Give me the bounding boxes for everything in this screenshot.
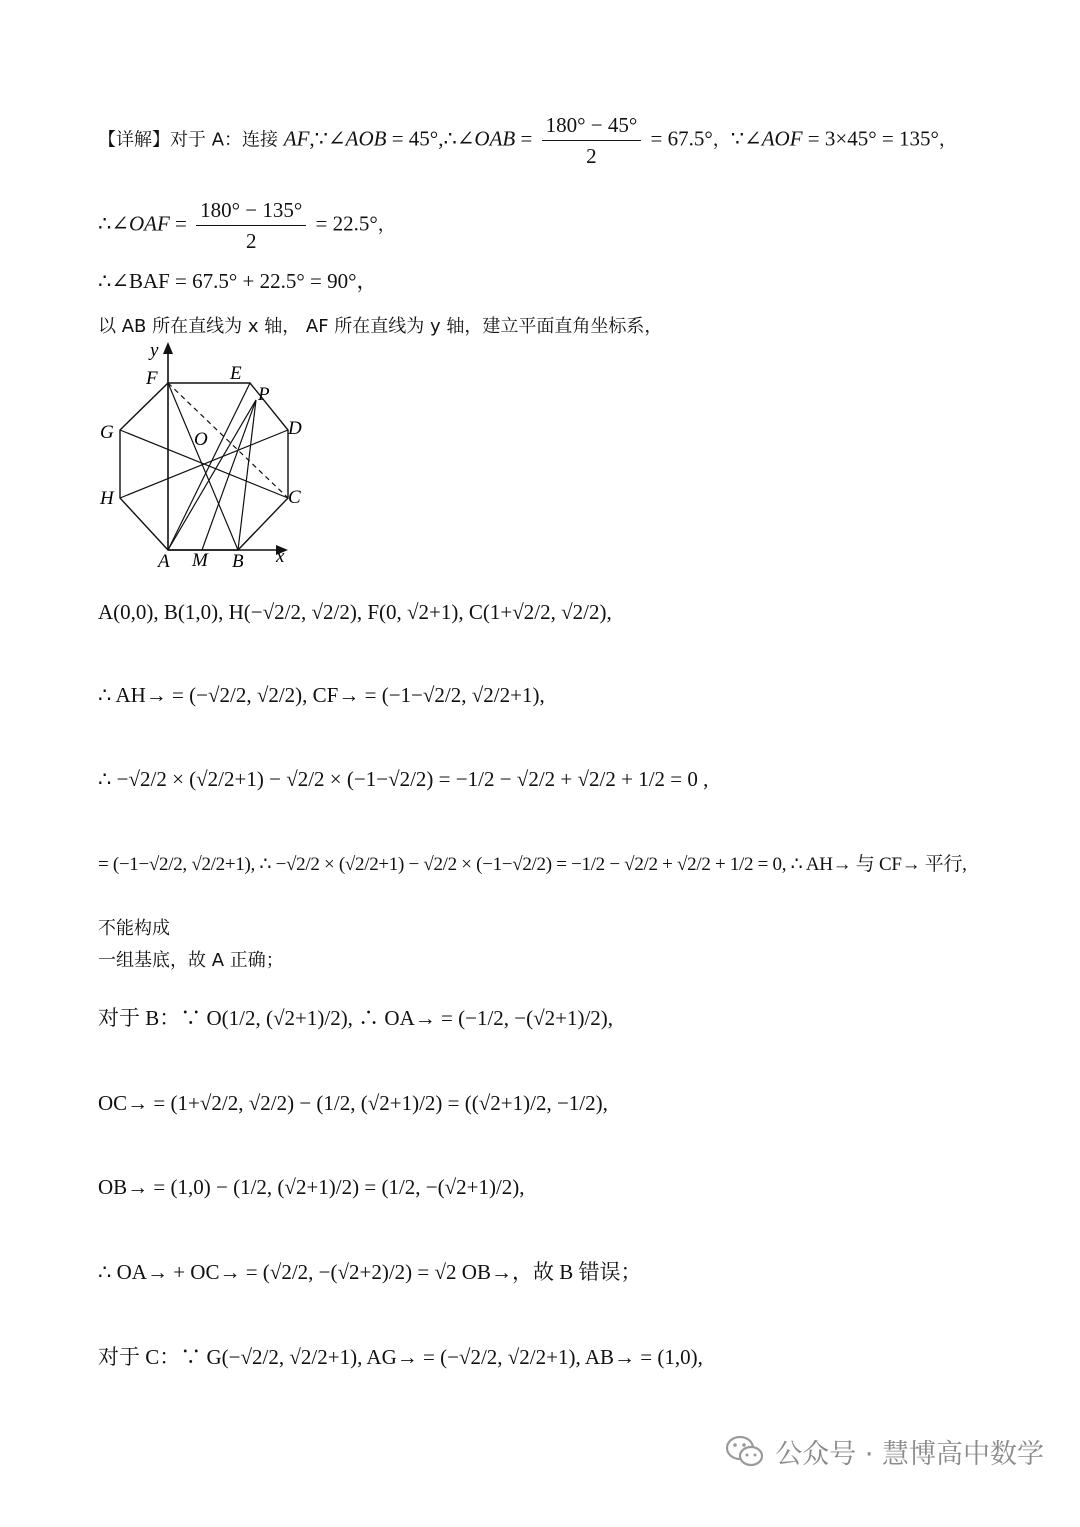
line-9: 不能构成 <box>98 918 170 939</box>
line-8: = (−1−√2/2, √2/2+1), ∴ −√2/2 × (√2/2+1) − √2/2 × (−1−√2/2) = −1/2 − √2/2 + √2/2 + 1/2 = 0, ∴ AH→ 与 CF→ 平行, <box>98 854 967 875</box>
label-x: x <box>276 546 285 567</box>
y-axis-arrow <box>163 342 173 354</box>
line-12: OC→ = (1+√2/2, √2/2) − (1/2, (√2+1)/2) = ((√2+1)/2, −1/2), <box>98 1091 608 1115</box>
label-B: B <box>232 551 244 572</box>
watermark-text: 公众号 · 慧博高中数学 <box>775 1439 1044 1470</box>
line-2: ∴∠OAF = $\frac{180^\circ - 135^\circ}{2}$ = 22.5°， <box>98 195 396 256</box>
line-11: 对于 B：∵ O(1/2, (√2+1)/2), ∴ OA→ = (−1/2, −(√2+1)/2), <box>98 1006 614 1030</box>
line-13: OB→ = (1,0) − (1/2, (√2+1)/2) = (1/2, −(√2+1)/2), <box>98 1175 525 1199</box>
dashed-fc <box>168 383 288 498</box>
line-15: 对于 C：∵ G(−√2/2, √2/2+1), AG→ = (−√2/2, √2/2+1), AB→ = (1,0), <box>98 1345 703 1369</box>
label-y: y <box>150 340 159 361</box>
line-6: ∴ AH→ = (−√2/2, √2/2), CF→ = (−1−√2/2, √2/2+1), <box>98 683 545 707</box>
label-D: D <box>288 418 302 439</box>
label-G: G <box>100 422 114 443</box>
line-7: ∴ −√2/2 × (√2/2+1) − √2/2 × (−1−√2/2) = −1/2 − √2/2 + √2/2 + 1/2 = 0 , <box>98 767 709 791</box>
octagon <box>120 383 288 550</box>
line-4: 以 AB 所在直线为 x 轴， AF 所在直线为 y 轴，建立平面直角坐标系， <box>98 316 663 337</box>
line-14: ∴ OA→ + OC→ = (√2/2, −(√2+2)/2) = √2 OB→，故 B 错误； <box>98 1260 642 1284</box>
watermark <box>725 1432 1044 1471</box>
line-10: 一组基底，故 A 正确； <box>98 950 284 971</box>
label-C: C <box>288 487 301 508</box>
line-3: ∴∠BAF = 67.5° + 22.5° = 90°， <box>98 269 378 293</box>
label-P: P <box>258 384 270 405</box>
label-F: F <box>146 368 158 389</box>
line-1: 【详解】对于 A：连接 AF,∵∠AOB = 45°,∴∠OAB = $\frac{180^\circ - 45^\circ}{2}$ = 67.5°，∵∠AOF = 3×45° = 135°， <box>98 110 957 171</box>
label-H: H <box>100 488 114 509</box>
label-E: E <box>230 363 242 384</box>
label-O: O <box>194 429 208 450</box>
label-A: A <box>158 551 170 572</box>
label-M: M <box>192 550 208 571</box>
octagon-figure <box>90 338 320 573</box>
wechat-icon <box>725 1435 765 1469</box>
line-5: A(0,0), B(1,0), H(−√2/2, √2/2), F(0, √2+1), C(1+√2/2, √2/2), <box>98 600 612 624</box>
